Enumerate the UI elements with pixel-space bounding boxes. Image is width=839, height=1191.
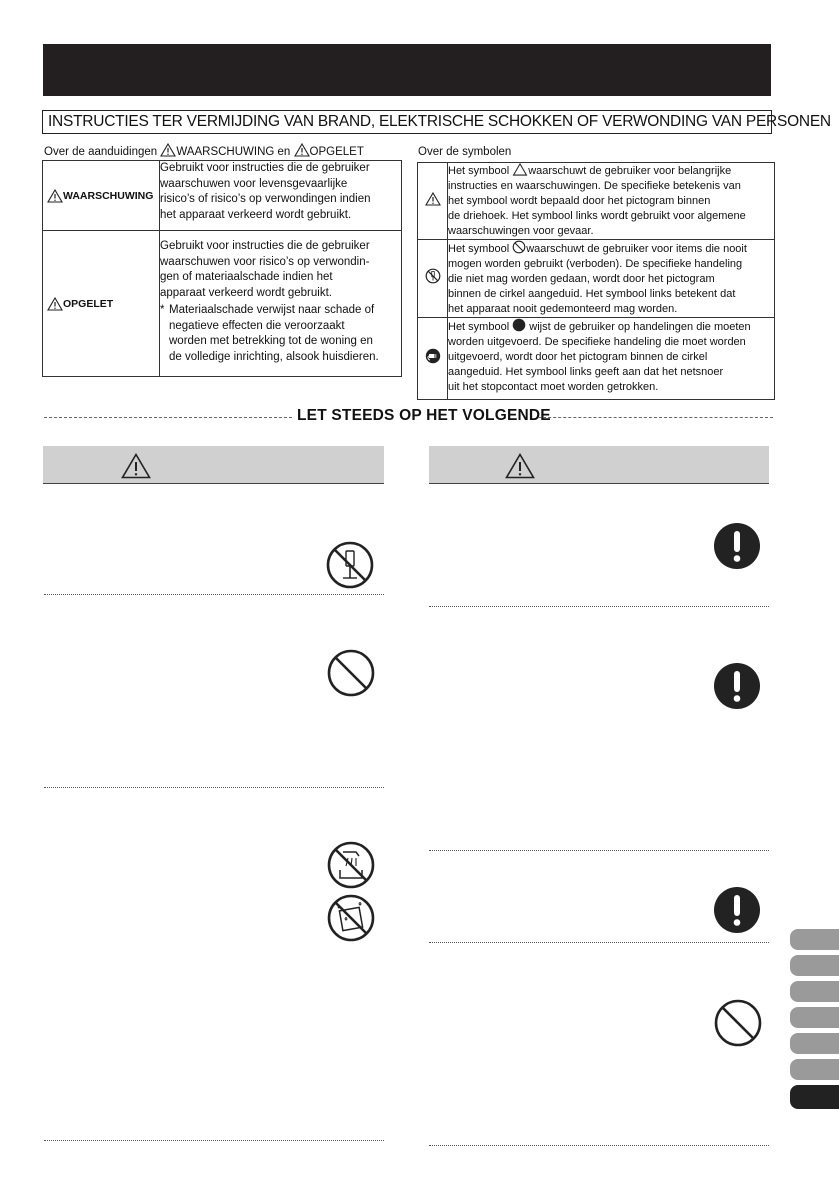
symbol-cell: [418, 163, 448, 240]
language-tab[interactable]: [790, 1007, 839, 1028]
item-divider: [44, 594, 384, 595]
text-line: Gebruikt voor instructies die de gebruiker: [160, 240, 370, 252]
symbols-table: [417, 162, 775, 400]
text-line: het apparaat nooit gedemonteerd mag worden.: [448, 303, 678, 315]
item-divider: [429, 942, 769, 943]
warning-label: WAARSCHUWING: [63, 189, 154, 202]
warning-label-cell: [43, 161, 160, 231]
symbol-cell: [418, 318, 448, 400]
text-line: Het symbool: [448, 321, 510, 333]
warning-row: [43, 161, 402, 231]
language-tab[interactable]: [790, 1033, 839, 1054]
symbol-row-prohibited: [418, 240, 775, 318]
warning-triangle-icon: [47, 297, 63, 311]
text-line: waarschuwen voor levensgevaarlijke: [160, 177, 348, 190]
no-water-icon: [326, 840, 376, 890]
text-line: risico’s of risico’s op verwondingen indien: [160, 193, 371, 205]
top-title-bar: [43, 44, 771, 96]
item-divider: [429, 850, 769, 851]
warning-triangle-icon: [121, 453, 151, 479]
item-divider: [429, 1145, 769, 1146]
warning-triangle-icon: [512, 163, 528, 176]
warning-triangle-icon: [505, 453, 535, 479]
prohibited-icon: [326, 648, 376, 698]
text-line: het symbool wordt bepaald door het pictogram binnen: [448, 195, 711, 207]
left-caption-prefix: Over de aanduidingen: [44, 146, 158, 158]
warning-description: [160, 161, 402, 231]
note-marker: *: [160, 304, 165, 316]
text-line: uitgevoerd, wordt door het pictogram binnen de cirkel: [448, 351, 708, 363]
language-tab-active[interactable]: [790, 1085, 839, 1109]
item-divider: [44, 787, 384, 788]
symbol-description: [448, 163, 775, 240]
no-disassemble-icon: [425, 268, 441, 284]
text-line: worden uitgevoerd. De specifieke handeling die moet worden: [448, 336, 746, 348]
text-line: waarschuwen voor risico’s op verwondin-: [160, 255, 370, 268]
text-line: negatieve effecten die veroorzaakt: [169, 319, 345, 332]
symbol-row-mandatory: [418, 318, 775, 400]
caution-header-bar: [429, 446, 769, 484]
prohibited-icon: [512, 240, 526, 254]
text-line: worden met betrekking tot de woning en: [169, 335, 373, 347]
unplug-icon: [425, 348, 441, 364]
signal-words-table: [42, 160, 402, 377]
text-line: die niet mag worden gedaan, wordt door het pictogram: [448, 273, 715, 285]
always-title: LET STEEDS OP HET VOLGENDE: [297, 407, 551, 424]
text-line: wijst de gebruiker op handelingen die moeten: [529, 321, 751, 333]
warning-triangle-icon: [425, 192, 441, 206]
mandatory-icon: [713, 522, 761, 570]
language-tab[interactable]: [790, 981, 839, 1002]
symbol-description: [448, 318, 775, 400]
no-wet-icon: [326, 893, 376, 943]
text-line: aangeduid. Het symbool links geeft aan dat het netsnoer: [448, 366, 724, 378]
mandatory-icon: [512, 318, 526, 332]
language-tab[interactable]: [790, 929, 839, 950]
caution-description: [160, 231, 402, 377]
text-line: Gebruikt voor instructies die de gebruiker: [160, 162, 370, 174]
text-line: mogen worden gebruikt (verboden). De specifieke handeling: [448, 258, 743, 270]
text-line: waarschuwt de gebruiker voor belangrijke: [528, 165, 732, 177]
caution-label: OPGELET: [63, 297, 114, 310]
text-line: Het symbool: [448, 165, 510, 177]
section-divider: [538, 417, 773, 418]
no-disassemble-icon: [325, 540, 375, 590]
text-line: de driehoek. Het symbool links wordt gebruikt voor algemene: [448, 210, 746, 222]
warning-triangle-icon: [294, 143, 310, 157]
item-divider: [44, 1140, 384, 1141]
language-tab[interactable]: [790, 1059, 839, 1080]
warning-triangle-icon: [47, 189, 63, 203]
symbol-description: [448, 240, 775, 318]
text-line: waarschuwingen voor gevaar.: [448, 225, 594, 237]
text-line: apparaat verkeerd wordt gebruikt.: [160, 286, 332, 299]
text-line: waarschuwt de gebruiker voor items die nooit: [526, 243, 747, 255]
text-line: Het symbool: [448, 243, 510, 255]
mandatory-icon: [713, 662, 761, 710]
language-tab[interactable]: [790, 955, 839, 976]
text-line: het apparaat verkeerd wordt gebruikt.: [160, 208, 352, 221]
text-line: uit het stopcontact moet worden getrokken.: [448, 381, 659, 393]
symbol-row-warning: [418, 163, 775, 240]
prohibited-icon: [713, 998, 763, 1048]
mandatory-icon: [713, 886, 761, 934]
warning-triangle-icon: [160, 143, 176, 157]
left-caption-warning: WAARSCHUWING en: [176, 146, 291, 158]
caution-note: [160, 303, 401, 365]
left-caption: [44, 143, 364, 158]
main-heading: INSTRUCTIES TER VERMIJDING VAN BRAND, ELEKTRISCHE SCHOKKEN OF VERWONDING VAN PERSONEN: [42, 110, 772, 134]
section-divider: [44, 417, 292, 418]
right-caption: Over de symbolen: [418, 146, 512, 158]
symbol-cell: [418, 240, 448, 318]
text-line: Materiaalschade verwijst naar schade of: [169, 304, 375, 316]
warning-header-bar: [43, 446, 384, 484]
text-line: binnen de cirkel aangeduid. Het symbool links betekent dat: [448, 288, 736, 300]
text-line: de volledige inrichting, alsook huisdieren.: [169, 350, 379, 363]
caution-label-cell: [43, 231, 160, 377]
caution-row: [43, 231, 402, 377]
text-line: gen of materiaalschade indien het: [160, 271, 333, 283]
text-line: instructies en waarschuwingen. De specifieke betekenis van: [448, 180, 741, 192]
item-divider: [429, 606, 769, 607]
left-caption-caution: OPGELET: [309, 146, 364, 158]
